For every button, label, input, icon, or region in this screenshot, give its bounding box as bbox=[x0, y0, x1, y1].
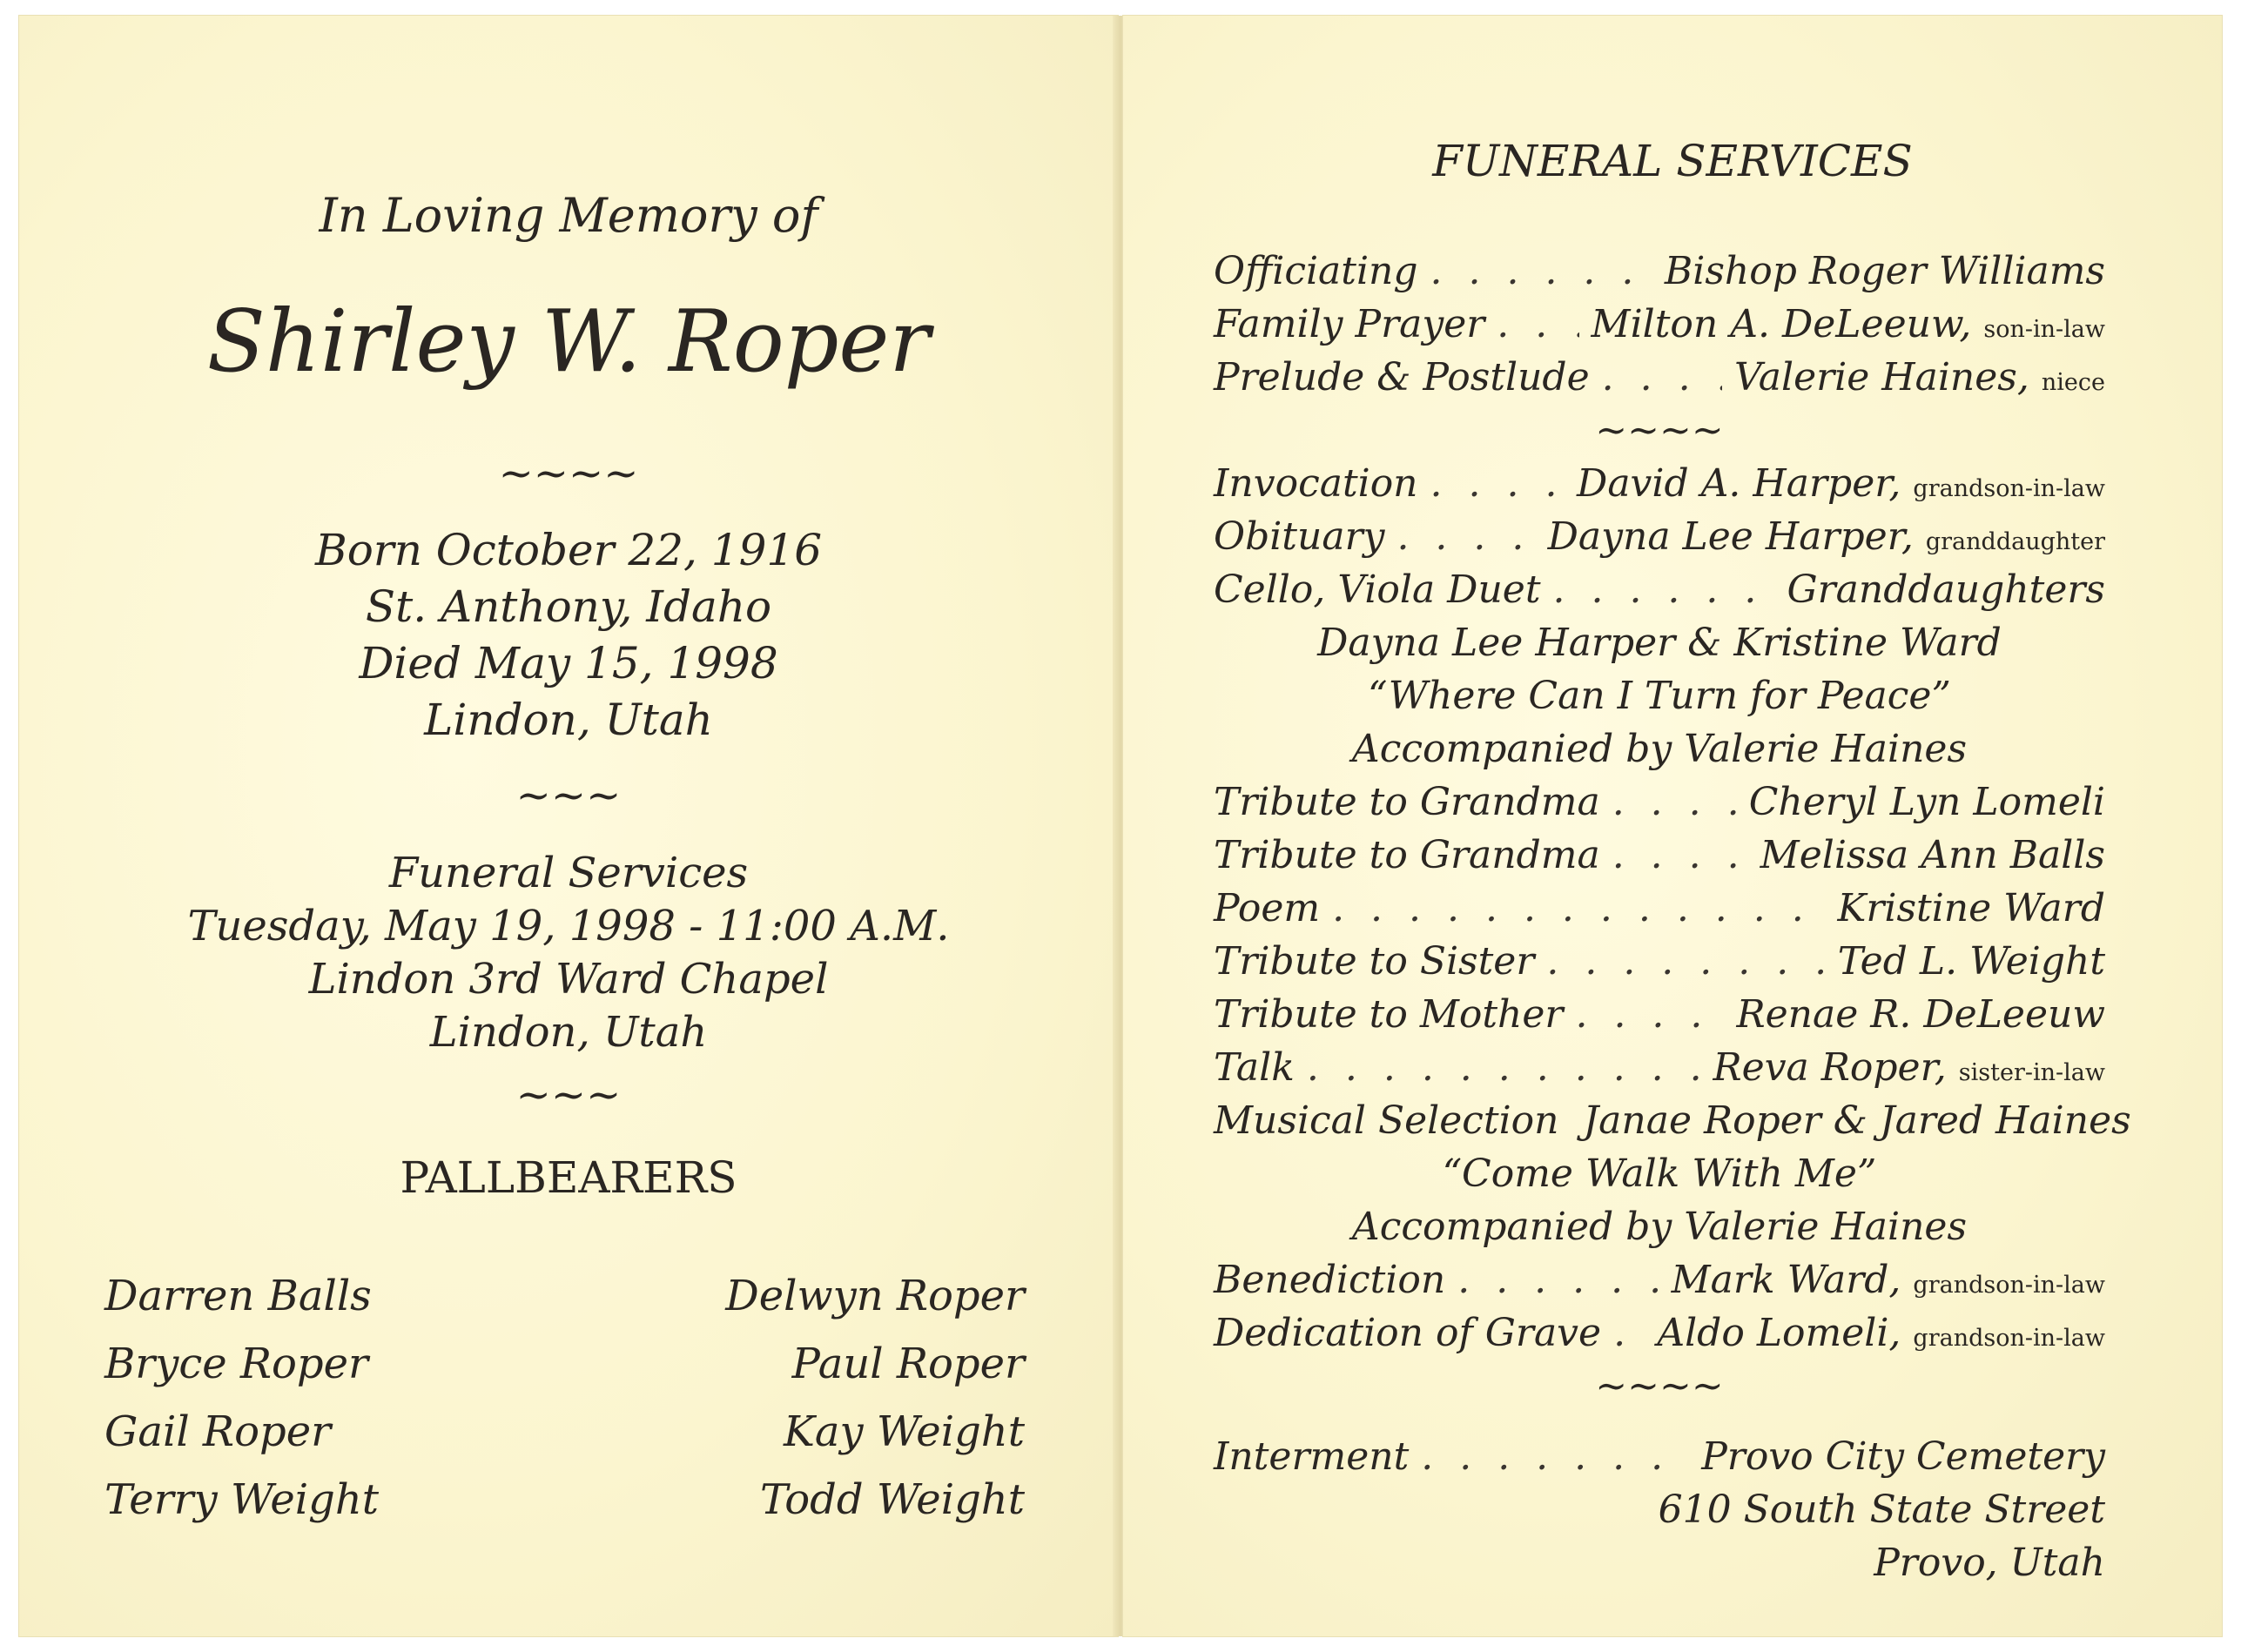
program-label: Talk bbox=[1214, 1045, 1295, 1090]
program-label: Poem bbox=[1214, 886, 1321, 930]
separator: ~~~~ bbox=[498, 449, 639, 498]
program-label: Musical Selection bbox=[1214, 1098, 1559, 1143]
pallbearer: Todd Weight bbox=[759, 1475, 1025, 1524]
program-row bbox=[1214, 461, 2105, 514]
program-value bbox=[1592, 302, 2105, 346]
dot-leader bbox=[1546, 939, 1825, 984]
person-name: Dayna Lee Harper, bbox=[1547, 514, 1914, 559]
memory-line: In Loving Memory of bbox=[319, 188, 818, 243]
program-row bbox=[1214, 1311, 2105, 1364]
dot-leader bbox=[1430, 249, 1652, 293]
pallbearer: Gail Roper bbox=[104, 1407, 332, 1456]
program-value bbox=[1672, 1258, 2105, 1302]
relation-note: granddaughter bbox=[1925, 528, 2105, 555]
program-row bbox=[1214, 833, 2105, 886]
program-label: Invocation bbox=[1214, 461, 1418, 506]
interment-city: Provo, Utah bbox=[1874, 1541, 2105, 1585]
pallbearer: Terry Weight bbox=[104, 1475, 380, 1524]
program-label: Obituary bbox=[1214, 514, 1385, 559]
dot-leader bbox=[1612, 780, 1737, 824]
spacer bbox=[1214, 1417, 2105, 1434]
relation-note: grandson-in-law bbox=[1913, 1325, 2105, 1352]
program-value: Renae R. DeLeeuw bbox=[1736, 992, 2105, 1037]
left-page bbox=[19, 16, 1118, 1636]
deceased-name: Shirley W. Roper bbox=[206, 292, 931, 392]
program-row bbox=[1214, 1434, 2105, 1487]
service-location: Lindon 3rd Ward Chapel bbox=[308, 955, 829, 1004]
life-dates bbox=[19, 522, 1118, 749]
person-name: Reva Roper, bbox=[1713, 1045, 1947, 1090]
died-place: Lindon, Utah bbox=[424, 695, 713, 745]
pallbearer: Darren Balls bbox=[104, 1272, 372, 1320]
program-row bbox=[1214, 514, 2105, 567]
program-value: Cheryl Lyn Lomeli bbox=[1748, 780, 2105, 824]
program-label: Family Prayer bbox=[1214, 302, 1485, 346]
relation-note: son-in-law bbox=[1983, 316, 2105, 343]
program-value bbox=[1713, 1045, 2105, 1090]
program-label: Tribute to Grandma bbox=[1214, 833, 1600, 877]
program-value bbox=[1657, 1311, 2105, 1355]
interment-street: 610 South State Street bbox=[1658, 1487, 2105, 1532]
dot-leader bbox=[1430, 461, 1565, 506]
program-value bbox=[1548, 514, 2105, 559]
program-value: Melissa Ann Balls bbox=[1760, 833, 2105, 877]
service-title: Funeral Services bbox=[388, 849, 749, 897]
dot-leader bbox=[1612, 833, 1748, 877]
program-row bbox=[1214, 886, 2105, 939]
relation-note: grandson-in-law bbox=[1913, 1272, 2105, 1299]
dot-leader bbox=[1457, 1258, 1659, 1302]
pallbearer: Bryce Roper bbox=[104, 1340, 368, 1388]
service-program bbox=[1214, 249, 2131, 1594]
relation-note: grandson-in-law bbox=[1913, 475, 2105, 502]
dot-leader bbox=[1396, 514, 1535, 559]
duet-performers: Dayna Lee Harper & Kristine Ward bbox=[1317, 621, 2002, 665]
program-label: Officiating bbox=[1214, 249, 1418, 293]
dot-leader bbox=[1613, 1311, 1645, 1355]
pallbearer: Delwyn Roper bbox=[725, 1272, 1025, 1320]
program-row bbox=[1214, 992, 2105, 1045]
service-city: Lindon, Utah bbox=[429, 1008, 708, 1057]
program-value: Kristine Ward bbox=[1837, 886, 2105, 930]
dot-leader bbox=[1332, 886, 1825, 930]
program-value bbox=[1577, 461, 2105, 506]
separator: ~~~~ bbox=[1595, 408, 1724, 453]
born-place: St. Anthony, Idaho bbox=[365, 581, 772, 632]
program-row bbox=[1214, 1098, 2131, 1152]
dot-leader bbox=[1497, 302, 1578, 346]
program-row bbox=[1214, 249, 2105, 302]
program-row bbox=[1214, 1258, 2105, 1311]
born-date: Born October 22, 1916 bbox=[314, 525, 823, 575]
program-row bbox=[1214, 302, 2105, 355]
program-label: Tribute to Grandma bbox=[1214, 780, 1600, 824]
person-name: Valerie Haines, bbox=[1734, 355, 2029, 400]
pallbearers-right-column bbox=[725, 1262, 1025, 1534]
person-name: Aldo Lomeli, bbox=[1657, 1311, 1901, 1355]
person-name: Mark Ward, bbox=[1671, 1258, 1901, 1302]
program-value: Bishop Roger Williams bbox=[1664, 249, 2105, 293]
relation-note: niece bbox=[2041, 369, 2105, 396]
program-label: Interment bbox=[1214, 1434, 1410, 1479]
program-label: Dedication of Grave bbox=[1214, 1311, 1602, 1355]
program-heading: FUNERAL SERVICES bbox=[1432, 136, 1913, 186]
service-info bbox=[19, 847, 1118, 1059]
program-value: Granddaughters bbox=[1787, 567, 2105, 612]
program-row bbox=[1214, 1045, 2105, 1098]
duet-accompanist: Accompanied by Valerie Haines bbox=[1351, 727, 1968, 771]
program-label: Tribute to Sister bbox=[1214, 939, 1535, 984]
service-datetime: Tuesday, May 19, 1998 - 11:00 A.M. bbox=[187, 902, 950, 950]
musical-song: “Come Walk With Me” bbox=[1442, 1152, 1877, 1196]
program-label: Prelude & Postlude bbox=[1214, 355, 1590, 400]
pallbearer: Kay Weight bbox=[784, 1407, 1025, 1456]
pallbearers-heading: PALLBEARERS bbox=[400, 1152, 737, 1203]
musical-accompanist: Accompanied by Valerie Haines bbox=[1351, 1205, 1968, 1249]
program-row bbox=[1214, 780, 2105, 833]
program-label: Cello, Viola Duet bbox=[1214, 567, 1541, 612]
duet-song: “Where Can I Turn for Peace” bbox=[1368, 674, 1951, 718]
program-row bbox=[1214, 939, 2105, 992]
relation-note: sister-in-law bbox=[1958, 1059, 2105, 1086]
separator: ~~~~ bbox=[1595, 1364, 1724, 1408]
pallbearer: Paul Roper bbox=[791, 1340, 1025, 1388]
person-name: Milton A. DeLeeuw, bbox=[1591, 302, 1972, 346]
separator: ~~~ bbox=[515, 771, 622, 820]
program-row bbox=[1214, 567, 2105, 621]
program-value: Ted L. Weight bbox=[1837, 939, 2105, 984]
died-date: Died May 15, 1998 bbox=[359, 638, 778, 688]
person-name: David A. Harper, bbox=[1577, 461, 1901, 506]
dot-leader bbox=[1575, 992, 1724, 1037]
dot-leader bbox=[1421, 1434, 1689, 1479]
program-label: Tribute to Mother bbox=[1214, 992, 1564, 1037]
separator: ~~~ bbox=[515, 1071, 622, 1119]
program-label: Benediction bbox=[1214, 1258, 1446, 1302]
program-value: Janae Roper & Jared Haines bbox=[1583, 1098, 2131, 1143]
dot-leader bbox=[1602, 355, 1722, 400]
program-value bbox=[1734, 355, 2105, 400]
program-row bbox=[1214, 355, 2105, 408]
program-value: Provo City Cemetery bbox=[1701, 1434, 2105, 1479]
right-page bbox=[1123, 16, 2222, 1636]
pallbearers-left-column bbox=[104, 1262, 379, 1534]
dot-leader bbox=[1553, 567, 1775, 612]
dot-leader bbox=[1307, 1045, 1701, 1090]
